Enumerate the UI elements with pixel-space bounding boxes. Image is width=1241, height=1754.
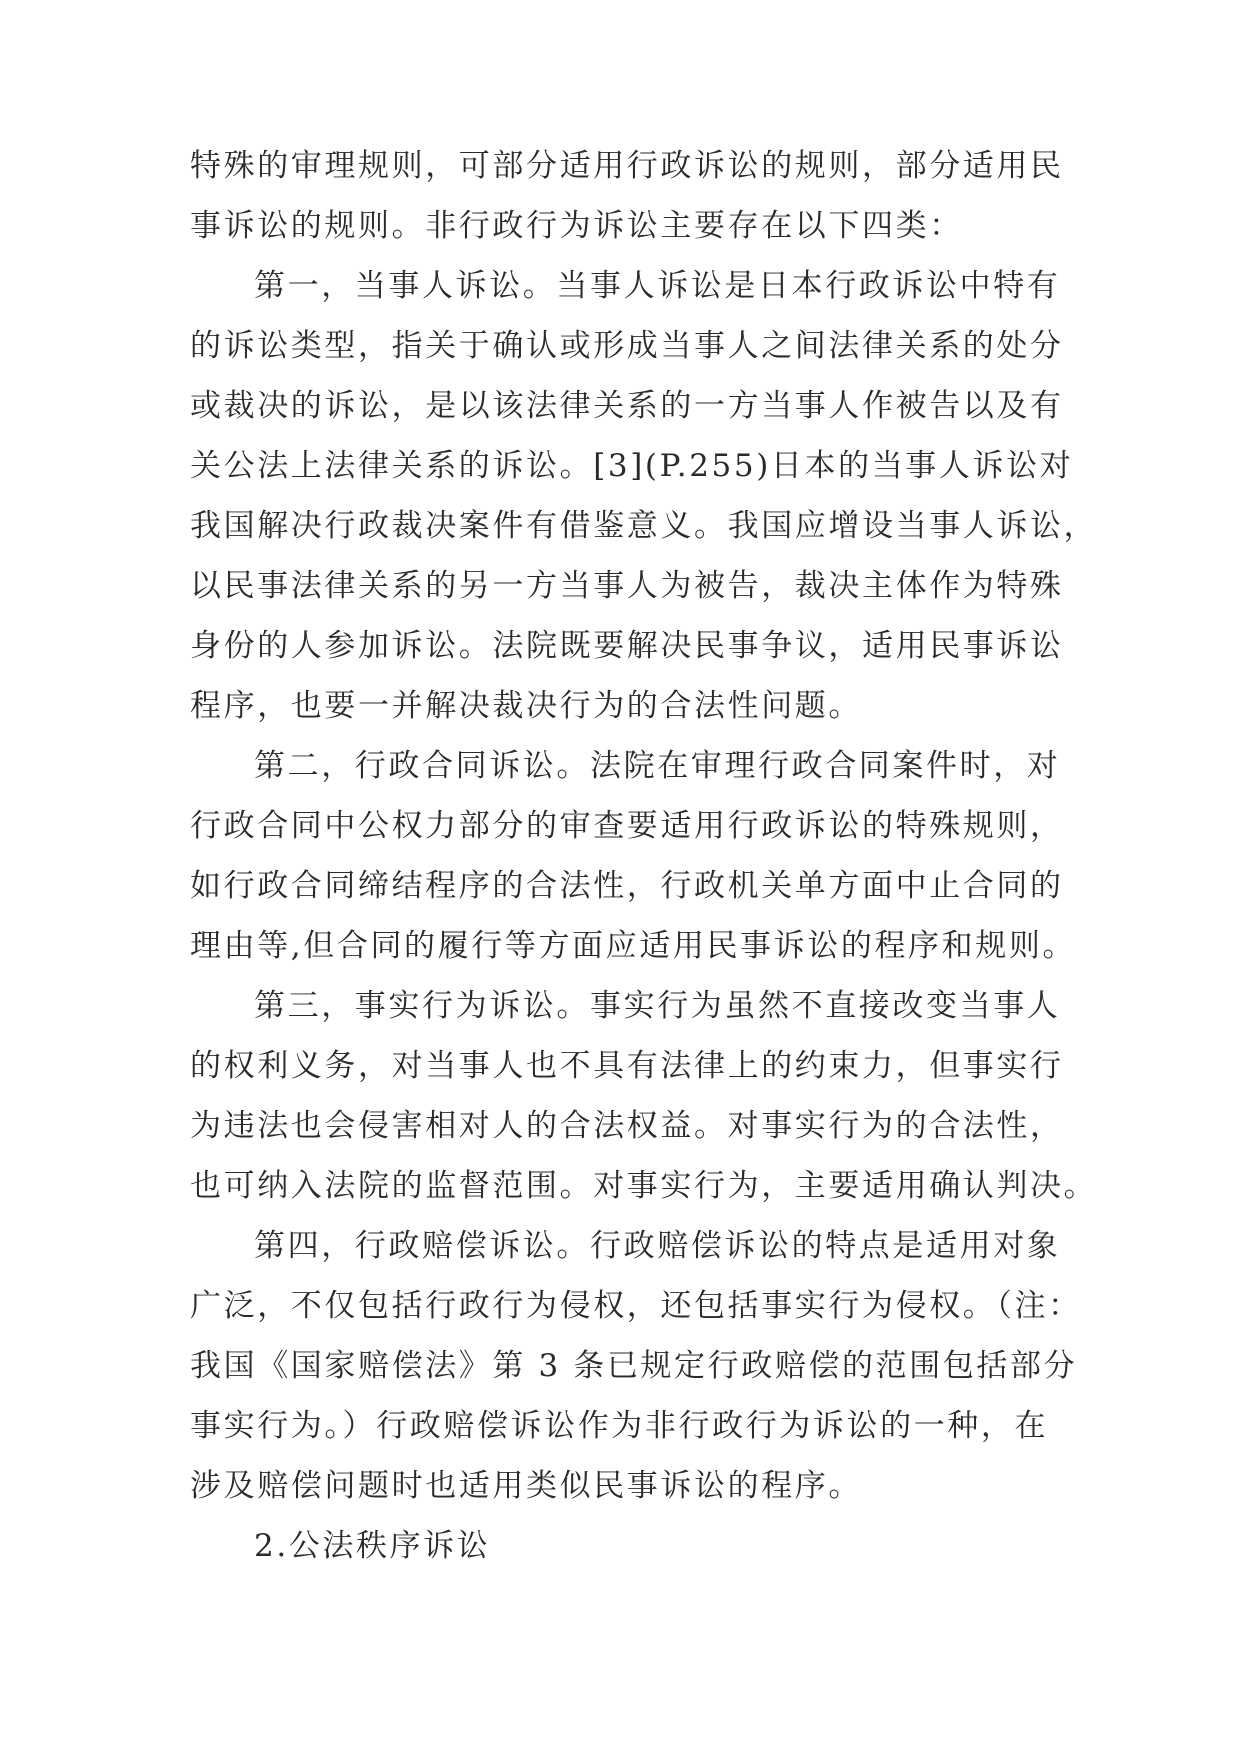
text-line: 也可纳入法院的监督范围。对事实行为，主要适用确认判决。 (190, 1168, 1098, 1204)
text-line: 身份的人参加诉讼。法院既要解决民事争议，适用民事诉讼 (190, 628, 1064, 664)
text-line: 以民事法律关系的另一方当事人为被告，裁决主体作为特殊 (190, 568, 1064, 604)
text-line: 关公法上法律关系的诉讼。[3](P.255)日本的当事人诉讼对 (190, 448, 1074, 484)
paragraph-first-line: 第四，行政赔偿诉讼。行政赔偿诉讼的特点是适用对象 (254, 1228, 1061, 1264)
paragraph-first-line: 第一，当事人诉讼。当事人诉讼是日本行政诉讼中特有 (254, 268, 1061, 304)
text-line: 事实行为。）行政赔偿诉讼作为非行政行为诉讼的一种，在 (190, 1408, 1049, 1444)
text-line: 行政合同中公权力部分的审查要适用行政诉讼的特殊规则， (190, 808, 1064, 844)
text-line: 广泛，不仅包括行政行为侵权，还包括事实行为侵权。（注： (190, 1288, 1082, 1324)
paragraph-first-line: 第三，事实行为诉讼。事实行为虽然不直接改变当事人 (254, 988, 1061, 1024)
section-heading: 2.公法秩序诉讼 (254, 1528, 491, 1564)
text-line: 理由等,但合同的履行等方面应适用民事诉讼的程序和规则。 (190, 928, 1077, 964)
text-line: 事诉讼的规则。非行政行为诉讼主要存在以下四类： (190, 208, 963, 244)
text-line: 的诉讼类型，指关于确认或形成当事人之间法律关系的处分 (190, 328, 1064, 364)
text-line: 或裁决的诉讼，是以该法律关系的一方当事人作被告以及有 (190, 388, 1064, 424)
text-line: 的权利义务，对当事人也不具有法律上的约束力，但事实行 (190, 1048, 1064, 1084)
text-line: 为违法也会侵害相对人的合法权益。对事实行为的合法性， (190, 1108, 1064, 1144)
text-line: 特殊的审理规则，可部分适用行政诉讼的规则，部分适用民 (190, 148, 1064, 184)
text-line: 如行政合同缔结程序的合法性，行政机关单方面中止合同的 (190, 868, 1064, 904)
text-line: 我国《国家赔偿法》第 3 条已规定行政赔偿的范围包括部分 (190, 1348, 1078, 1384)
paragraph-first-line: 第二，行政合同诉讼。法院在审理行政合同案件时，对 (254, 748, 1061, 784)
text-line: 程序，也要一并解决裁决行为的合法性问题。 (190, 688, 862, 724)
text-line: 我国解决行政裁决案件有借鉴意义。我国应增设当事人诉讼， (190, 508, 1098, 544)
text-line: 涉及赔偿问题时也适用类似民事诉讼的程序。 (190, 1468, 862, 1504)
